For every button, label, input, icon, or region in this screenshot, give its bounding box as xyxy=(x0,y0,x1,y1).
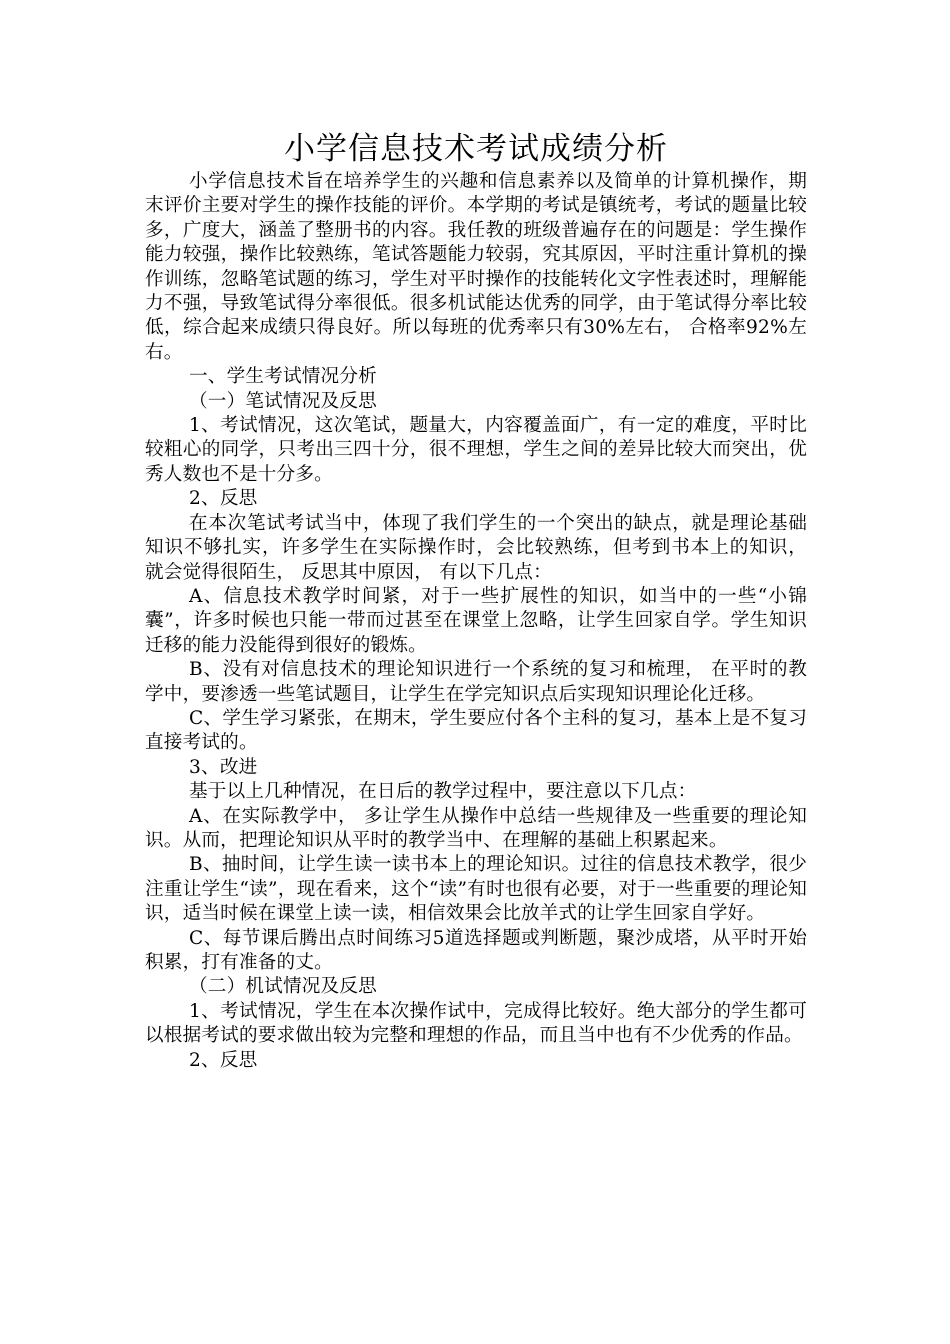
paragraph-written-situation: 1、考试情况，这次笔试，题量大，内容覆盖面广，有一定的难度，平时比较粗心的同学，只考出三四十分，很不理想，学生之间的差异比较大而突出，优秀人数也不是十分多。 xyxy=(145,415,807,485)
paragraph-machine-situation: 1、考试情况，学生在本次操作试中，完成得比较好。绝大部分的学生都可以根据考试的要求做出较为完整和理想的作品，而且当中也有不少优秀的作品。 xyxy=(145,1000,807,1047)
heading-machine-reflection: 2、反思 xyxy=(189,1049,258,1071)
section-heading-1: 一、学生考试情况分析 xyxy=(189,366,377,388)
heading-reflection: 2、反思 xyxy=(189,488,258,510)
document-title: 小学信息技术考试成绩分析 xyxy=(284,131,668,167)
paragraph-improvement-c: C、每节课后腾出点时间练习5道选择题或判断题，聚沙成塔，从平时开始积累，打有准备的丈。 xyxy=(145,927,807,973)
document-page xyxy=(145,128,807,1073)
paragraph-point-b: B、没有对信息技术的理论知识进行一个系统的复习和梳理， 在平时的教学中，要渗透一些笔试题目，让学生在学完知识点后实现知识理论化迁移。 xyxy=(145,659,807,705)
paragraph-improvement-a: A、在实际教学中， 多让学生从操作中总结一些规律及一些重要的理论知识。从而，把理论知识从平时的教学当中、在理解的基础上积累起来。 xyxy=(145,805,807,851)
subsection-heading-written: （一）笔试情况及反思 xyxy=(189,390,377,412)
paragraph-improvement-intro: 基于以上几种情况，在日后的教学过程中，要注意以下几点： xyxy=(189,781,697,803)
paragraph-point-c: C、学生学习紧张，在期末，学生要应付各个主科的复习，基本上是不复习直接考试的。 xyxy=(145,707,807,754)
subsection-heading-machine: （二）机试情况及反思 xyxy=(189,976,377,998)
heading-improvement: 3、改进 xyxy=(189,756,258,778)
paragraph-intro: 小学信息技术旨在培养学生的兴趣和信息素养以及简单的计算机操作，期末评价主要对学生的操作技能的评价。本学期的考试是镇统考，考试的题量比较多，广度大，涵盖了整册书的内容。我任教的班级普遍存在的问题是：学生操作能力较强，操作比较熟练，笔试答题能力较弱，究其原因，平时注重计算机的操作训练，忽略笔试题的练习，学生对平时操作的技能转化文字性表述时，理解能力不强，导致笔试得分率很低。很多机试能达优秀的同学，由于笔试得分率比较低，综合起来成绩只得良好。所以每班的优秀率只有30%左右， 合格率92%左右。 xyxy=(145,171,807,363)
paragraph-reflection: 在本次笔试考试当中，体现了我们学生的一个突出的缺点，就是理论基础知识不够扎实，许多学生在实际操作时，会比较熟练，但考到书本上的知识， 就会觉得很陌生， 反思其中原因， 有以下几点： xyxy=(145,512,807,583)
paragraph-point-a: A、信息技术教学时间紧，对于一些扩展性的知识，如当中的一些“小锦囊”，许多时候也只能一带而过甚至在课堂上忽略，让学生回家自学。学生知识迁移的能力没能得到很好的锻炼。 xyxy=(145,585,807,656)
paragraph-improvement-b: B、抽时间，让学生读一读书本上的理论知识。过往的信息技术教学，很少注重让学生“读”，现在看来，这个“读”有时也很有必要，对于一些重要的理论知识，适当时候在课堂上读一读，相信效果会比放羊式的让学生回家自学好。 xyxy=(145,854,807,925)
